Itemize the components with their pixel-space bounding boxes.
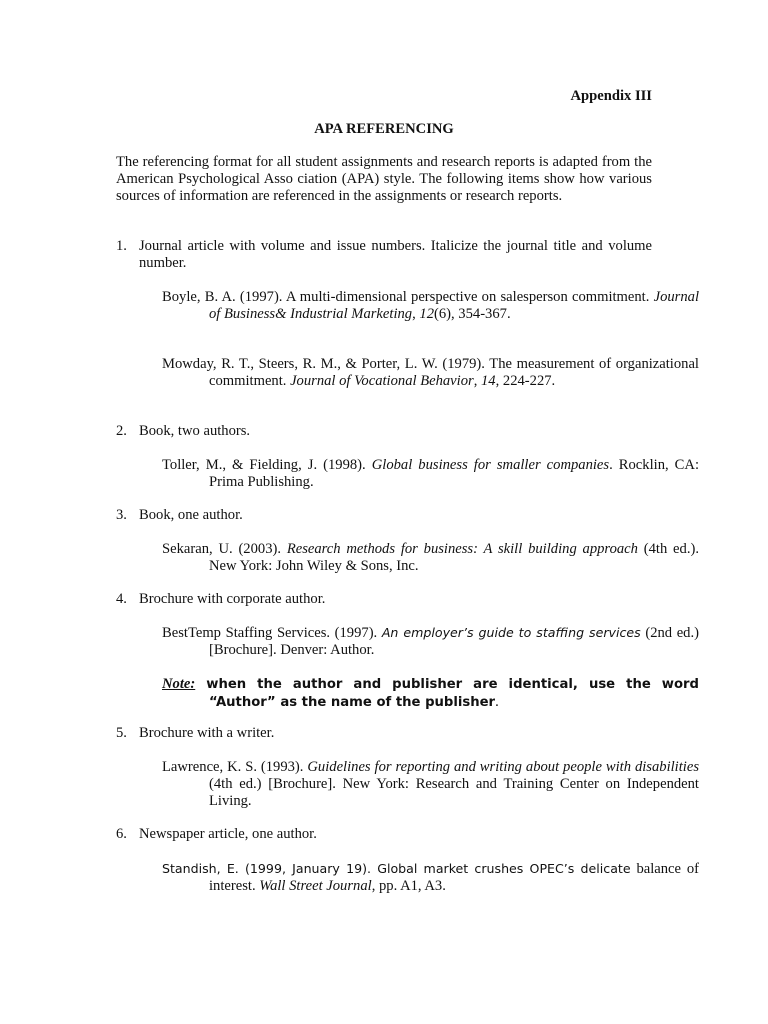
- reference-text: Toller, M., & Fielding, J. (1998).: [162, 457, 372, 473]
- note-block: [162, 676, 699, 712]
- list-item: [116, 826, 652, 843]
- reference-text: (4th ed.). New York: John Wiley & Sons, Inc.: [209, 541, 699, 574]
- page-title: APA REFERENCING: [314, 121, 454, 137]
- note-end: .: [495, 693, 499, 710]
- reference-text: Mowday, R. T., Steers, R. M., & Porter, L. W. (1979). The measurement of organizational commitment.: [162, 356, 699, 389]
- list-item: [116, 238, 652, 272]
- list-item: [116, 591, 652, 608]
- reference-entry: [162, 457, 699, 491]
- journal-title: Journal of Business& Industrial Marketing: [209, 289, 699, 322]
- list-item-number: 4.: [116, 591, 127, 607]
- volume-number: 12: [419, 305, 434, 322]
- list-item-text: Book, two authors.: [139, 423, 251, 439]
- list-item-text: Journal article with volume and issue numbers. Italicize the journal title and volume number.: [139, 238, 652, 271]
- reference-entry: [162, 759, 699, 809]
- reference-text: BestTemp Staffing Services. (1997).: [162, 625, 382, 641]
- reference-text: Sekaran, U. (2003).: [162, 541, 287, 557]
- reference-text: balance of interest.: [209, 861, 699, 894]
- reference-text: , pp. A1, A3.: [371, 877, 446, 894]
- list-item-text: Newspaper article, one author.: [139, 826, 317, 842]
- reference-text: . Rocklin, CA: Prima Publishing.: [209, 457, 699, 490]
- reference-entry: [162, 289, 699, 323]
- reference-text: Boyle, B. A. (1997). A multi-dimensional perspective on salesperson commitment.: [162, 289, 654, 305]
- reference-text: (4th ed.) [Brochure]. New York: Research and Training Center on Independent Living.: [209, 775, 699, 809]
- newspaper-title: Wall Street Journal: [259, 877, 372, 894]
- intro-paragraph: The referencing format for all student assignments and research reports is adapted from the American Psychological Asso ciation (APA) style. The following items show how various sources of information are referenced in the assignments or research reports.: [116, 154, 652, 204]
- reference-text: (2nd ed.) [Brochure]. Denver: Author.: [209, 625, 699, 658]
- list-item-text: Book, one author.: [139, 507, 243, 523]
- volume-number: 14: [481, 372, 496, 389]
- brochure-title: Guidelines for reporting and writing about people with disabilities: [307, 759, 699, 775]
- list-item-number: 2.: [116, 423, 127, 439]
- book-title: Research methods for business: A skill building approach: [286, 541, 638, 557]
- reference-text: ,: [473, 372, 481, 389]
- brochure-title: An employer’s guide to staffing services: [381, 625, 641, 640]
- reference-text: Lawrence, K. S. (1993).: [162, 759, 308, 775]
- reference-text: , 224-227.: [495, 372, 556, 389]
- list-item: [116, 423, 652, 440]
- journal-title: Journal of Vocational Behavior: [290, 372, 474, 389]
- list-item-number: 5.: [116, 725, 127, 741]
- note-text: when the author and publisher are identical, use the word “Author” as the name of the publisher: [195, 677, 699, 710]
- list-item: [116, 507, 652, 524]
- reference-text: (6), 354-367.: [433, 305, 511, 322]
- list-item: [116, 725, 652, 742]
- book-title: Global business for smaller companies: [371, 457, 610, 473]
- list-item-text: Brochure with corporate author.: [139, 591, 326, 607]
- list-item-text: Brochure with a writer.: [139, 725, 275, 741]
- reference-text: ,: [412, 305, 420, 322]
- list-item-number: 6.: [116, 826, 127, 842]
- reference-entry: [162, 625, 699, 659]
- list-item-number: 3.: [116, 507, 127, 523]
- reference-entry: [162, 861, 699, 895]
- list-item-number: 1.: [116, 238, 127, 254]
- appendix-label: Appendix III: [570, 88, 652, 104]
- reference-entry: [162, 541, 699, 575]
- reference-text: Standish, E. (1999, January 19). Global market crushes OPEC’s delicate: [162, 861, 631, 876]
- note-label: Note:: [162, 676, 196, 692]
- reference-entry: [162, 356, 699, 390]
